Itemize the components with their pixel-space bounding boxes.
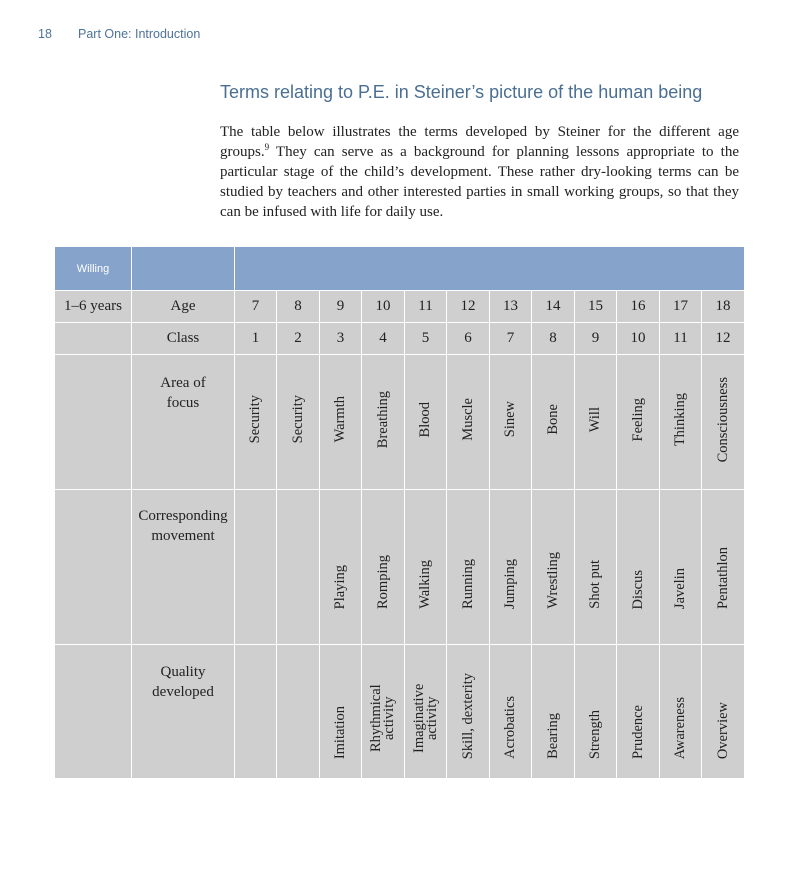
focus-text: Will (587, 406, 603, 433)
class-cell: 6 (447, 323, 490, 355)
paragraph-text-part1: The table below illustrates the terms developed by Steiner for the different age groups. (220, 124, 739, 160)
focus-cell (532, 355, 575, 490)
movement-cell (320, 490, 362, 645)
age-cell: 15 (575, 291, 617, 323)
movement-cell (277, 490, 320, 645)
focus-cell (405, 355, 447, 490)
focus-cell (235, 355, 277, 490)
quality-text: Skill, dexterity (459, 672, 476, 759)
class-row (55, 323, 745, 355)
movement-text: Running (459, 559, 476, 609)
quality-cell (447, 645, 490, 779)
movement-text: Romping (374, 555, 391, 609)
quality-cell (660, 645, 702, 779)
class-cell: 4 (362, 323, 405, 355)
quality-text: Overview (714, 701, 731, 759)
quality-cell (490, 645, 532, 779)
empty-cell (55, 355, 132, 490)
age-cell: 10 (362, 291, 405, 323)
running-head: Part One: Introduction (78, 27, 201, 41)
focus-text: Consciousness (714, 376, 731, 463)
class-cell: 11 (660, 323, 702, 355)
movement-cell (405, 490, 447, 645)
focus-text: Muscle (459, 398, 476, 441)
movement-text: Jumping (502, 559, 518, 609)
corresponding-movement-row (55, 490, 745, 645)
row-label-line: Quality (160, 664, 206, 680)
focus-text: Bone (544, 404, 561, 435)
quality-text: Strength (587, 709, 603, 759)
focus-text: Thinking (672, 392, 688, 447)
header-label: Willing (76, 263, 110, 275)
row-label-age: Age (132, 291, 235, 323)
focus-cell (277, 355, 320, 490)
class-cell: 1 (235, 323, 277, 355)
age-cell: 9 (320, 291, 362, 323)
quality-cell (235, 645, 277, 779)
row-label-movement (132, 490, 235, 645)
focus-cell (617, 355, 660, 490)
quality-cell (617, 645, 660, 779)
movement-cell (575, 490, 617, 645)
quality-text: Bearing (544, 713, 561, 759)
focus-cell (575, 355, 617, 490)
movement-cell (447, 490, 490, 645)
focus-cell (362, 355, 405, 490)
row-label-area-of-focus (132, 355, 235, 490)
age-cell: 18 (702, 291, 745, 323)
quality-cell (320, 645, 362, 779)
quality-developed-row (55, 645, 745, 779)
age-group-cell: 1–6 years (55, 291, 132, 323)
movement-cell (490, 490, 532, 645)
age-cell: 11 (405, 291, 447, 323)
class-cell: 5 (405, 323, 447, 355)
age-cell: 14 (532, 291, 575, 323)
quality-text: Imaginative activity (410, 683, 440, 753)
quality-text: Imitation (332, 705, 348, 759)
age-cell: 16 (617, 291, 660, 323)
quality-cell (575, 645, 617, 779)
class-cell: 3 (320, 323, 362, 355)
age-cell: 8 (277, 291, 320, 323)
focus-text: Feeling (629, 397, 646, 442)
section-title: Terms relating to P.E. in Steiner’s picture of the human being (220, 82, 703, 102)
movement-text: Pentathlon (714, 546, 731, 609)
focus-text: Sinew (502, 401, 518, 438)
header-cell-willing (55, 247, 132, 291)
empty-cell (55, 490, 132, 645)
focus-text: Blood (417, 401, 433, 438)
paragraph-text-part2: They can serve as a background for planning lessons appropriate to the particular stage of the child’s development. These rather dry-looking terms can be studied by teachers and other interested parties in small working groups, so that they can be infused with life for daily use. (220, 144, 739, 220)
quality-text: Awareness (672, 696, 688, 759)
quality-cell (405, 645, 447, 779)
focus-cell (490, 355, 532, 490)
row-label-quality (132, 645, 235, 779)
development-table (54, 246, 745, 779)
age-row (55, 291, 745, 323)
focus-cell (447, 355, 490, 490)
movement-cell (702, 490, 745, 645)
row-label-line: movement (151, 528, 215, 544)
footnote-ref: 9 (264, 142, 270, 152)
movement-cell (660, 490, 702, 645)
movement-text: Shot put (587, 560, 603, 609)
movement-text: Walking (417, 560, 433, 609)
movement-cell (532, 490, 575, 645)
class-cell: 7 (490, 323, 532, 355)
focus-cell (660, 355, 702, 490)
class-cell: 12 (702, 323, 745, 355)
movement-text: Wrestling (544, 552, 561, 609)
movement-cell (362, 490, 405, 645)
focus-text: Security (289, 395, 306, 444)
focus-text: Security (247, 395, 263, 444)
movement-text: Playing (332, 564, 348, 609)
movement-cell (235, 490, 277, 645)
focus-text: Breathing (374, 390, 391, 449)
row-label-line: developed (152, 684, 214, 700)
empty-cell (55, 323, 132, 355)
movement-text: Javelin (672, 567, 688, 609)
class-cell: 10 (617, 323, 660, 355)
age-cell: 7 (235, 291, 277, 323)
quality-cell (362, 645, 405, 779)
focus-cell (702, 355, 745, 490)
class-cell: 9 (575, 323, 617, 355)
page-number: 18 (38, 27, 52, 41)
movement-cell (617, 490, 660, 645)
empty-cell (55, 645, 132, 779)
body-paragraph (220, 122, 739, 222)
movement-text: Discus (629, 569, 646, 609)
quality-text: Rhythmical activity (368, 684, 397, 752)
header-cell-span (235, 247, 745, 291)
header-cell-empty (132, 247, 235, 291)
age-cell: 17 (660, 291, 702, 323)
quality-cell (277, 645, 320, 779)
row-label-line: focus (166, 395, 200, 411)
table-header-row (55, 247, 745, 291)
quality-cell (532, 645, 575, 779)
quality-text: Prudence (629, 705, 646, 759)
row-label-line: Corresponding (138, 508, 228, 524)
age-cell: 13 (490, 291, 532, 323)
quality-cell (702, 645, 745, 779)
quality-text: Acrobatics (502, 696, 518, 759)
area-of-focus-row (55, 355, 745, 490)
class-cell: 8 (532, 323, 575, 355)
row-label-class: Class (132, 323, 235, 355)
row-label-line: Area of (160, 375, 206, 391)
focus-text: Warmth (332, 396, 348, 443)
age-cell: 12 (447, 291, 490, 323)
class-cell: 2 (277, 323, 320, 355)
focus-cell (320, 355, 362, 490)
